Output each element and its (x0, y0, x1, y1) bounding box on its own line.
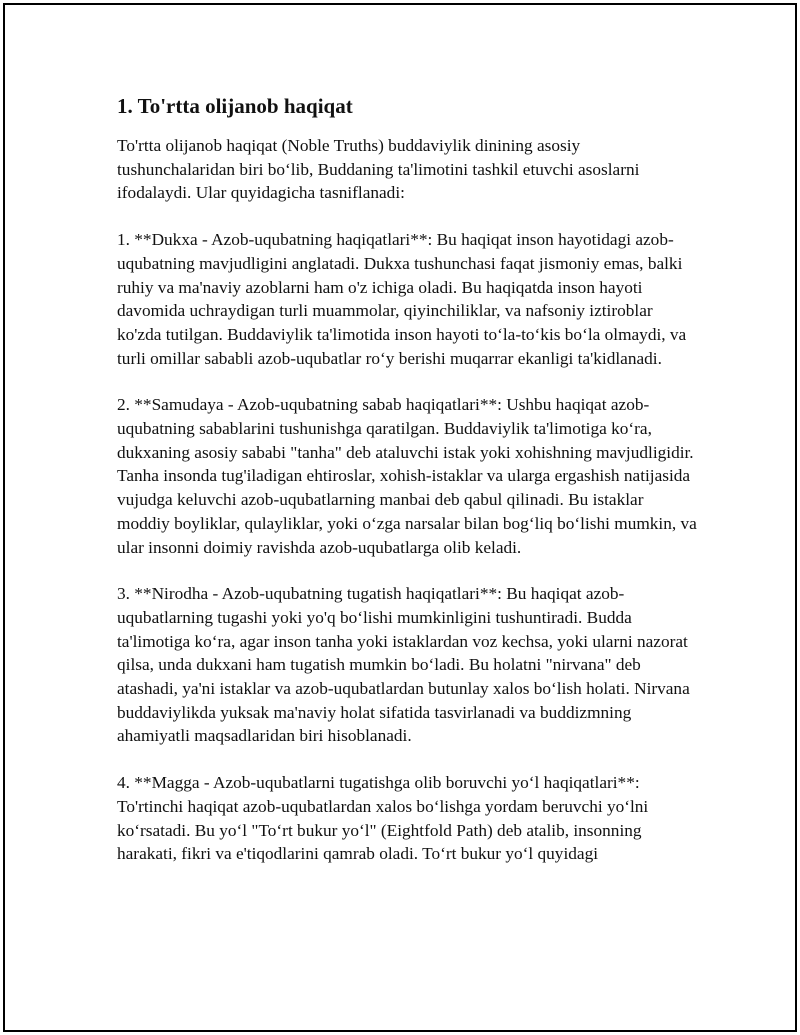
magga-paragraph: 4. **Magga - Azob-uqubatlarni tugatishga olib boruvchi yo‘l haqiqatlari**: To'rtinchi haqiqat azob-uqubatlardan xalos bo‘lishga yordam beruvchi yo‘lni ko‘rsatadi. Bu yo‘l "To‘rt bukur yo‘l" (Eightfold Path) deb atalib, insonning harakati, fikri va e'tiqodlarini qamrab oladi. To‘rt bukur yo‘l quyidagi (117, 773, 649, 864)
document-body (117, 92, 697, 889)
dukxa-paragraph: 1. **Dukxa - Azob-uqubatning haqiqatlari**: Bu haqiqat inson hayotidagi azob-uqubatning mavjudligini anglatadi. Dukxa tushunchasi faqat jismoniy emas, balki ruhiy va ma'naviy azoblarni ham o'z ichiga oladi. Bu haqiqatda inson hayoti davomida uchraydigan turli muammolar, qiyinchiliklar, va nafsoniy iztiroblar ko'zda tutilgan. Buddaviylik ta'limotida inson hayoti to‘la-to‘kis bo‘la olmaydi, va turli omillar sababli azob-uqubatlar ro‘y berishi muqarrar ekanligi ta'kidlanadi. (117, 230, 687, 368)
intro-paragraph: To'rtta olijanob haqiqat (Noble Truths) buddaviylik dinining asosiy tushunchalaridan biri bo‘lib, Buddaning ta'limotini tashkil etuvchi asoslarni ifodalaydi. Ular quyidagicha tasniflanadi: (117, 136, 640, 203)
section-heading: 1. To'rtta olijanob haqiqat (117, 94, 353, 118)
samudaya-paragraph: 2. **Samudaya - Azob-uqubatning sabab haqiqatlari**: Ushbu haqiqat azob-uqubatning sabablarini tushunishga qaratilgan. Buddaviylik ta'limotiga ko‘ra, dukxaning asosiy sababi "tanha" deb ataluvchi istak yoki xohishning mavjudligidir. Tanha insonda tug'iladigan ehtiroslar, xohish-istaklar va ularga ergashish natijasida vujudga keluvchi azob-uqubatlarning manbai deb qabul qilinadi. Bu istaklar moddiy boyliklar, qulayliklar, yoki o‘zga narsalar bilan bog‘liq bo‘lishi mumkin, va ular insonni doimiy ravishda azob-uqubatlarga olib keladi. (117, 395, 697, 557)
nirodha-paragraph: 3. **Nirodha - Azob-uqubatning tugatish haqiqatlari**: Bu haqiqat azob-uqubatlarning tugashi yoki yo'q bo‘lishi mumkinligini tushuntiradi. Budda ta'limotiga ko‘ra, agar inson tanha yoki istaklardan voz kechsa, yoki ularni nazorat qilsa, unda dukxani ham tugatish mumkin bo‘ladi. Bu holatni "nirvana" deb atashadi, ya'ni istaklar va azob-uqubatlardan butunlay xalos bo‘lish holati. Nirvana buddaviylikda yuksak ma'naviy holat sifatida tasvirlanadi va buddizmning ahamiyatli maqsadlaridan biri hisoblanadi. (117, 584, 690, 746)
